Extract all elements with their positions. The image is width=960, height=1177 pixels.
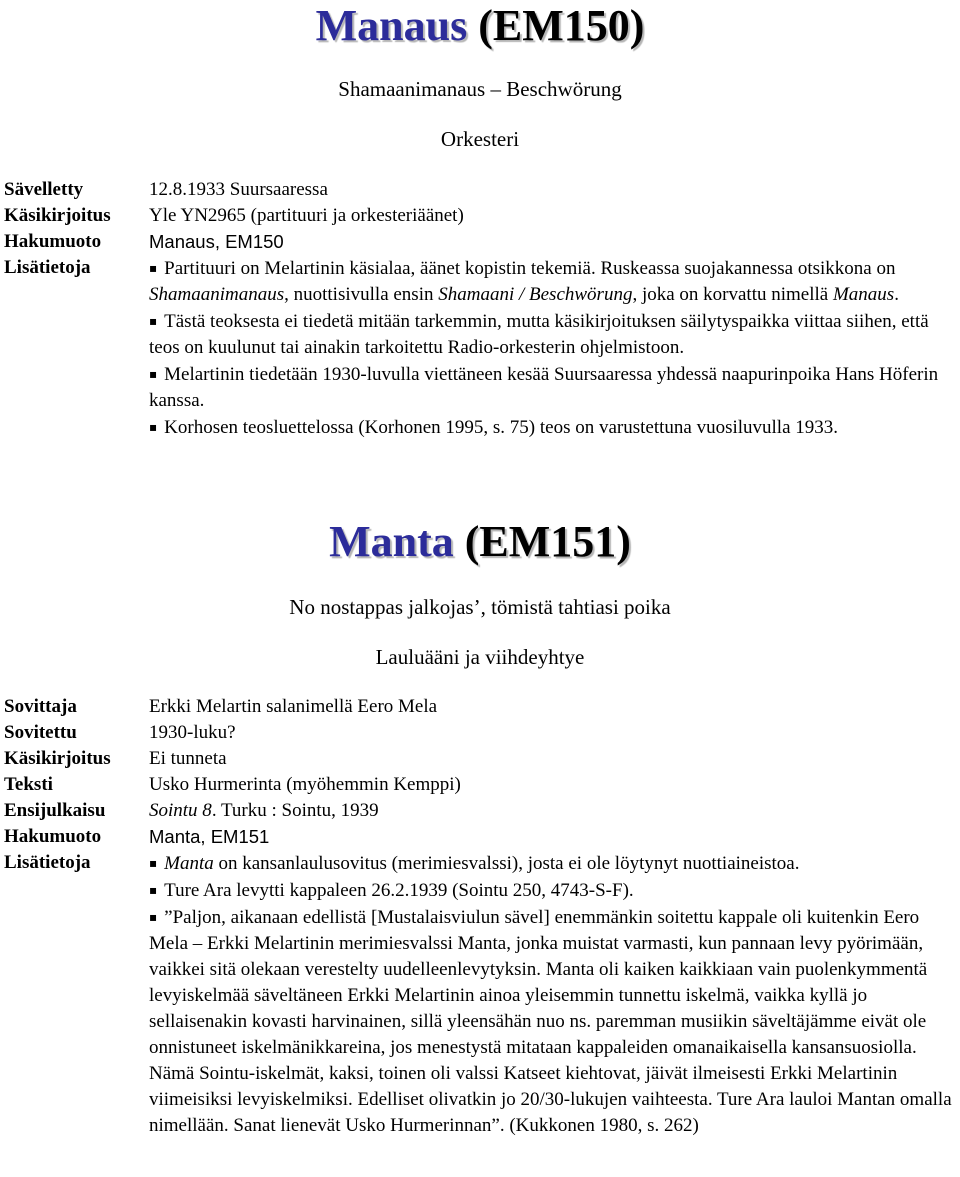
field-row: [4, 694, 958, 720]
field-label: Sävelletty: [4, 179, 84, 200]
field-row: [4, 203, 958, 229]
field-row: [4, 720, 958, 746]
note-item: ▪ Tästä teoksesta ei tiedetä mitään tarkemmin, mutta käsikirjoituksen säilytyspaikka viittaa siihen, että teos on kuulunut tai ainakin tarkoitettu Radio-orkesterin ohjelmistoon.: [149, 311, 929, 358]
section-2-title: [0, 518, 960, 566]
note-item: ▪ Melartinin tiedetään 1930-luvulla viettäneen kesää Suursaaressa yhdessä naapurinpoika Hans Höferin kanssa.: [149, 364, 939, 411]
section-2-metadata: [4, 694, 958, 1139]
note-item: ▪ Ture Ara levytti kappaleen 26.2.1939 (Sointu 250, 4743-S-F).: [149, 880, 634, 901]
note-item: ▪ ”Paljon, aikanaan edellistä [Mustalaisviulun sävel] enemmänkin soitettu kappale oli kuitenkin Eero Mela – Erkki Melartinin merimiesvalssi Manta, jonka muistat varmasti, kun pannaan levy pyörimään, vaikkei sitä olekaan verestelty uudelleenlevytyksin. Manta oli kaiken kaikkiaan vain puolenkymmentä levyiskelmää säveltäneen Erkki Melartinin ainoa yleisemmin tunnettu iskelmä, vaikka kyllä jo sellaisenakin kovasti harvinainen, sillä yleensähän nuo ns. paremman musiikin säveltäjämme eivät ole onnistuneet iskelmänikkareina, jos menestystä mitataan kappaleiden omanaikaisella kansansuosiolla. Nämä Sointu-iskelmät, kaksi, toinen oli valssi Katseet kiehtovat, jäivät ilmeisesti Erkki Melartinin viimeisiksi levyiskelmiksi. Edelliset olivatkin jo 20/30-lukujen vaihteesta. Ture Ara lauloi Mantan omalla nimellään. Sanat lienevät Usko Hurmerinnan”. (Kukkonen 1980, s. 262): [149, 907, 952, 1136]
field-value: Usko Hurmerinta (myöhemmin Kemppi): [149, 774, 461, 795]
work-name: Manaus: [315, 1, 468, 50]
field-value: 1930-luku?: [149, 722, 236, 743]
bullet-icon: ▪: [149, 856, 158, 870]
field-label: Sovitettu: [4, 722, 77, 743]
field-label: Käsikirjoitus: [4, 748, 111, 769]
field-label: Lisätietoja: [4, 257, 91, 278]
field-label: Ensijulkaisu: [4, 800, 106, 821]
field-label: Hakumuoto: [4, 231, 102, 252]
field-value: Sointu 8. Turku : Sointu, 1939: [149, 800, 379, 821]
field-value: Ei tunneta: [149, 748, 227, 769]
bullet-icon: ▪: [149, 367, 158, 381]
field-label: Teksti: [4, 774, 53, 795]
bullet-icon: ▪: [149, 420, 158, 434]
field-value: 12.8.1933 Suursaaressa: [149, 179, 328, 200]
bullet-icon: ▪: [149, 261, 158, 275]
section-1-title: [0, 2, 960, 50]
note-item: ▪ Korhosen teosluettelossa (Korhonen 1995, s. 75) teos on varustettuna vuosiluvulla 1933.: [149, 417, 839, 438]
field-value: Manta, EM151: [149, 826, 270, 847]
field-label: Lisätietoja: [4, 852, 91, 873]
field-value: Erkki Melartin salanimellä Eero Mela: [149, 696, 438, 717]
field-row: [4, 798, 958, 824]
field-label: Käsikirjoitus: [4, 205, 111, 226]
bullet-icon: ▪: [149, 910, 158, 924]
field-value: Manaus, EM150: [149, 231, 284, 252]
note-item: ▪ Manta on kansanlaulusovitus (merimiesvalssi), josta ei ole löytynyt nuottiaineistoa.: [149, 853, 800, 874]
work-code: (EM150): [478, 1, 645, 50]
field-value: Yle YN2965 (partituuri ja orkesteriäänet): [149, 205, 464, 226]
field-row: [4, 850, 958, 1139]
work-name: Manta: [329, 517, 454, 566]
section-2-ensemble: Lauluääni ja viihdeyhtye: [375, 645, 585, 669]
field-row: [4, 229, 958, 255]
field-label: Sovittaja: [4, 696, 77, 717]
section-1-subtitle: Shamaanimanaus – Beschwörung: [338, 77, 622, 101]
section-1-ensemble: Orkesteri: [440, 127, 520, 151]
section-2-subtitle: No nostappas jalkojas’, tömistä tahtiasi poika: [289, 595, 671, 619]
field-label: Hakumuoto: [4, 826, 102, 847]
notes-list: [149, 850, 958, 1139]
field-row: [4, 746, 958, 772]
field-row: [4, 177, 958, 203]
note-item: ▪ Partituuri on Melartinin käsialaa, äänet kopistin tekemiä. Ruskeassa suojakannessa otsikkona on Shamaanimanaus, nuottisivulla ensin Shamaani / Beschwörung, joka on korvattu nimellä Manaus.: [149, 258, 899, 305]
field-row: [4, 824, 958, 850]
field-row: [4, 255, 958, 441]
work-code: (EM151): [464, 517, 631, 566]
field-row: [4, 772, 958, 798]
bullet-icon: ▪: [149, 314, 158, 328]
bullet-icon: ▪: [149, 883, 158, 897]
notes-list: [149, 255, 958, 441]
section-1-metadata: [4, 177, 958, 441]
